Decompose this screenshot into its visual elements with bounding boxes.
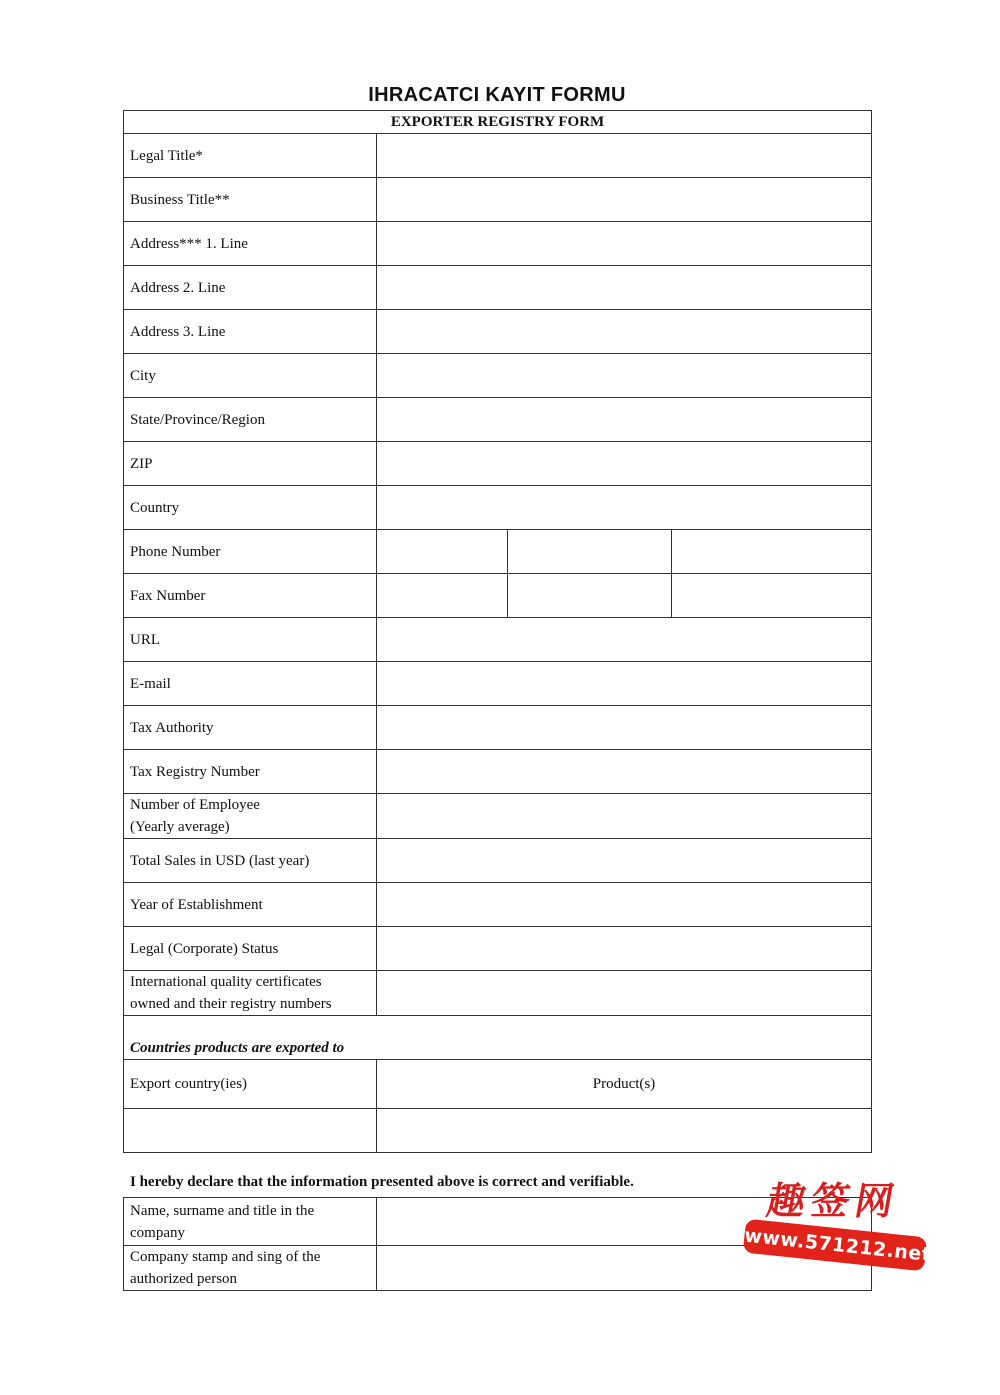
label-legal-title: Legal Title* [124, 134, 377, 178]
input-state[interactable] [377, 398, 872, 442]
label-business-title: Business Title** [124, 178, 377, 222]
label-employees [124, 794, 377, 839]
input-business-title[interactable] [377, 178, 872, 222]
watermark-url: www.571212.net [743, 1219, 928, 1272]
export-section-row [124, 1016, 872, 1060]
row-fax [124, 574, 872, 618]
row-sales [124, 839, 872, 883]
row-city [124, 354, 872, 398]
row-address-1 [124, 222, 872, 266]
input-phone-number[interactable] [672, 530, 872, 574]
row-country [124, 486, 872, 530]
row-tax-number [124, 750, 872, 794]
label-phone: Phone Number [124, 530, 377, 574]
input-address-1[interactable] [377, 222, 872, 266]
input-sales[interactable] [377, 839, 872, 883]
label-state: State/Province/Region [124, 398, 377, 442]
label-employees-line1: Number of Employee [130, 797, 260, 813]
label-certificates-line1: International quality certificates [130, 974, 322, 990]
row-certificates [124, 971, 872, 1016]
input-tax-number[interactable] [377, 750, 872, 794]
declaration-text: I hereby declare that the information presented above is correct and verifiable. [130, 1174, 634, 1190]
input-fax-country-code[interactable] [377, 574, 508, 618]
input-zip[interactable] [377, 442, 872, 486]
input-legal-title[interactable] [377, 134, 872, 178]
input-export-countries[interactable] [124, 1109, 377, 1153]
label-address-1: Address*** 1. Line [124, 222, 377, 266]
input-products[interactable] [377, 1109, 872, 1153]
input-email[interactable] [377, 662, 872, 706]
form-subtitle-row [124, 111, 872, 134]
input-fax-area-code[interactable] [508, 574, 672, 618]
form-subtitle: EXPORTER REGISTRY FORM [124, 111, 872, 134]
input-fax-number[interactable] [672, 574, 872, 618]
input-certificates[interactable] [377, 971, 872, 1016]
label-tax-number: Tax Registry Number [124, 750, 377, 794]
label-address-2: Address 2. Line [124, 266, 377, 310]
input-phone-area-code[interactable] [508, 530, 672, 574]
input-url[interactable] [377, 618, 872, 662]
row-business-title [124, 178, 872, 222]
row-legal-status [124, 927, 872, 971]
row-address-3 [124, 310, 872, 354]
label-year: Year of Establishment [124, 883, 377, 927]
row-employees [124, 794, 872, 839]
label-stamp-line1: Company stamp and sing of the [130, 1249, 321, 1265]
row-tax-authority [124, 706, 872, 750]
input-phone-country-code[interactable] [377, 530, 508, 574]
label-country: Country [124, 486, 377, 530]
form-title: IHRACATCI KAYIT FORMU [368, 84, 626, 106]
row-zip [124, 442, 872, 486]
export-column-headers [124, 1060, 872, 1109]
label-url: URL [124, 618, 377, 662]
label-legal-status: Legal (Corporate) Status [124, 927, 377, 971]
label-name-title [124, 1198, 377, 1246]
label-tax-authority: Tax Authority [124, 706, 377, 750]
input-tax-authority[interactable] [377, 706, 872, 750]
registry-form-table [123, 110, 872, 1153]
row-legal-title [124, 134, 872, 178]
row-phone [124, 530, 872, 574]
label-certificates [124, 971, 377, 1016]
input-year[interactable] [377, 883, 872, 927]
input-city[interactable] [377, 354, 872, 398]
label-employees-line2: (Yearly average) [130, 819, 230, 835]
watermark-chars: 趣签网 [763, 1179, 904, 1223]
label-stamp [124, 1246, 377, 1291]
row-url [124, 618, 872, 662]
label-certificates-line2: owned and their registry numbers [130, 996, 332, 1012]
input-address-3[interactable] [377, 310, 872, 354]
label-city: City [124, 354, 377, 398]
row-email [124, 662, 872, 706]
export-section-heading: Countries products are exported to [124, 1016, 872, 1060]
col-export-countries: Export country(ies) [124, 1060, 377, 1109]
input-address-2[interactable] [377, 266, 872, 310]
label-zip: ZIP [124, 442, 377, 486]
label-name-title-line1: Name, surname and title in the [130, 1202, 315, 1219]
label-fax: Fax Number [124, 574, 377, 618]
watermark-logo [740, 1170, 933, 1290]
input-employees[interactable] [377, 794, 872, 839]
col-products: Product(s) [377, 1060, 872, 1109]
label-sales: Total Sales in USD (last year) [124, 839, 377, 883]
label-stamp-line2: authorized person [130, 1271, 238, 1287]
row-address-2 [124, 266, 872, 310]
label-name-title-line2: company [130, 1224, 185, 1241]
label-email: E-mail [124, 662, 377, 706]
row-state [124, 398, 872, 442]
input-legal-status[interactable] [377, 927, 872, 971]
row-year [124, 883, 872, 927]
export-entry-row [124, 1109, 872, 1153]
input-country[interactable] [377, 486, 872, 530]
label-address-3: Address 3. Line [124, 310, 377, 354]
